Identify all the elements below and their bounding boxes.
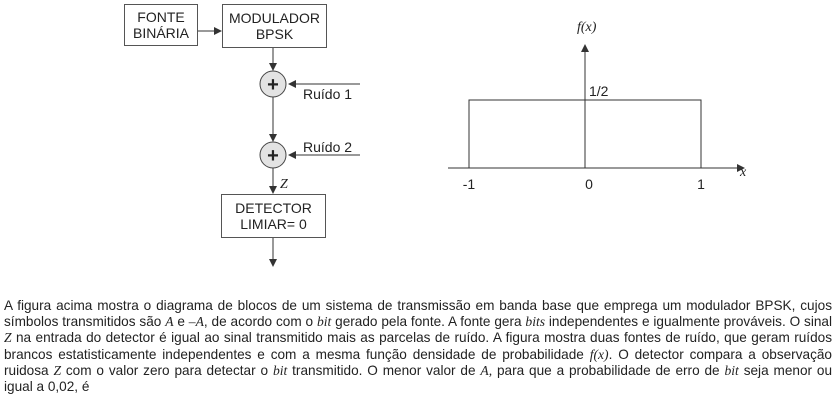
adder-1-symbol: + [267, 74, 279, 96]
para-text: seja menor ou igual a 0,02, é [4, 362, 833, 395]
pdf-plot [448, 20, 747, 192]
para-text: para que a probabilidade de erro de [492, 362, 725, 378]
para-var: f(x) [589, 346, 609, 362]
para-text: e [173, 314, 189, 330]
para-term: bit [724, 362, 739, 378]
bpsk-modulator-block [222, 4, 327, 48]
adder-2 [260, 142, 286, 168]
para-text: com o valor zero para detectar o [61, 362, 273, 378]
detector-line1: DETECTOR [235, 200, 312, 216]
para-text: A figura acima mostra o diagrama de blocos de um sistema de transmissão em banda base que emprega um modulador BPSK, cujos símbolos transmitidos são [4, 298, 832, 330]
para-term: bit [272, 362, 288, 378]
adder-2-symbol: + [267, 145, 279, 167]
adder-1 [260, 71, 286, 97]
para-text: , de acordo com o [203, 314, 317, 330]
para-var: A [165, 314, 174, 330]
pdf-tick-label: 1 [697, 176, 705, 192]
pdf-y-axis-label: f(x) [577, 20, 597, 35]
detector-line2: LIMIAR= 0 [240, 216, 307, 232]
para-var: –A [188, 314, 204, 330]
noise1-label: Ruído 1 [303, 86, 353, 102]
para-var: A, [480, 362, 493, 378]
pdf-tick-label: -1 [462, 176, 476, 192]
question-paragraph [4, 298, 832, 395]
pdf-tick-label: 0 [585, 176, 593, 192]
binary-source-line2: BINÁRIA [132, 25, 189, 41]
para-text: independentes e igualmente prováveis. O sinal [545, 314, 832, 330]
modulator-line1: MODULADOR [228, 10, 320, 26]
pdf-x-axis-label: x [740, 165, 747, 180]
noise2-label: Ruído 2 [303, 139, 353, 155]
pdf-height-label: 1/2 [589, 83, 609, 99]
binary-source-line1: FONTE [137, 9, 185, 25]
binary-source-block [124, 4, 198, 46]
para-text: . O detector compara a observação ruidosa [4, 346, 832, 378]
z-signal-label: Z [280, 177, 288, 192]
modulator-line2: BPSK [255, 26, 294, 42]
para-text: transmitido. O menor valor de [287, 362, 481, 378]
para-var: Z [4, 330, 12, 346]
para-text: na entrada do detector é igual ao sinal transmitido mais as parcelas de ruído. A figura mostra duas fontes de ruído, que geram ruídos brancos estatisticamente independentes e com a mesma função densidade de probabilidade [4, 330, 832, 362]
para-var: Z [53, 362, 62, 378]
para-text: gerado pela fonte. A fonte gera [331, 314, 526, 330]
threshold-detector-block [221, 194, 326, 238]
para-term: bits [525, 314, 546, 330]
para-term: bit [316, 314, 332, 330]
